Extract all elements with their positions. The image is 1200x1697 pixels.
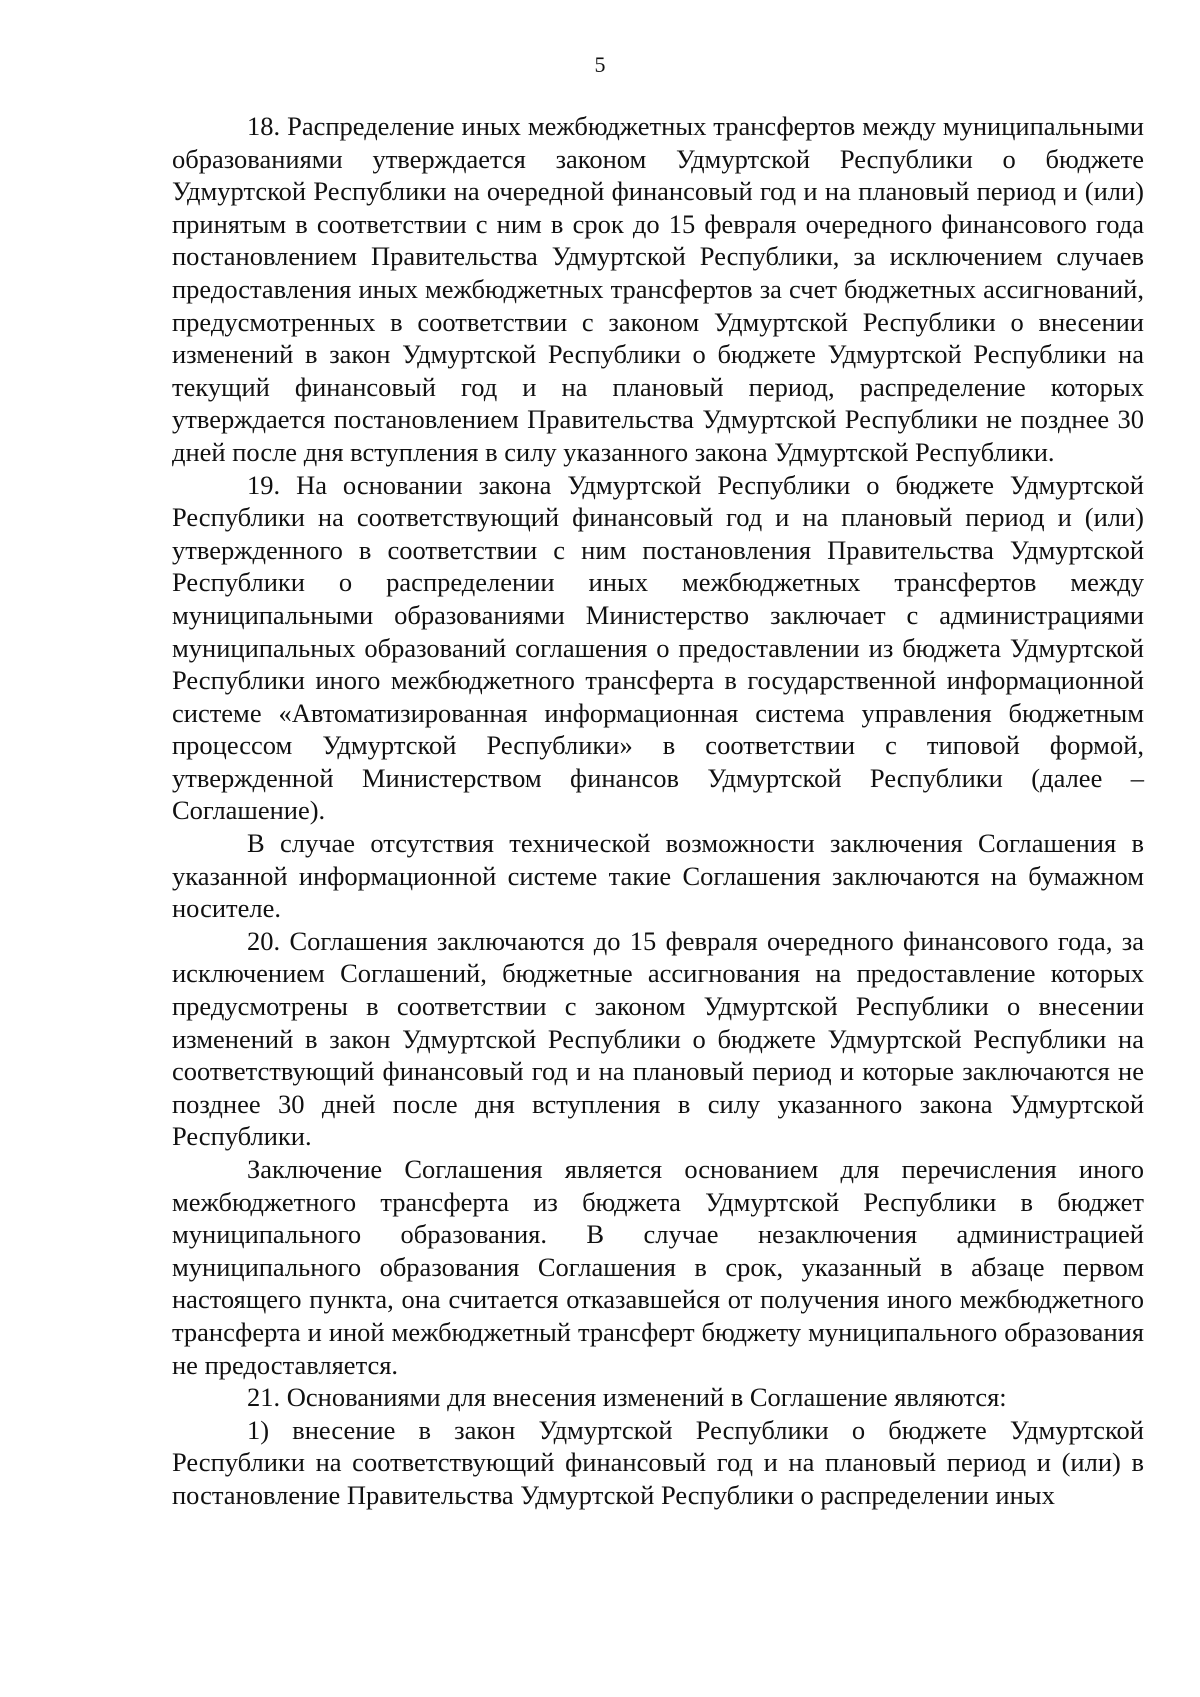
paragraph-21-item-1: 1) внесение в закон Удмуртской Республики о бюджете Удмуртской Республики на соответствующий финансовый год и на плановый период и (или) в постановление Правительства Удмуртской Республики о распределении иных — [172, 1414, 1144, 1510]
paragraph-20: 20. Соглашения заключаются до 15 февраля очередного финансового года, за исключением Соглашений, бюджетные ассигнования на предоставление которых предусмотрены в соответствии с законом Удмуртской Республики о внесении изменений в закон Удмуртской Республики о бюджете Удмуртской Республики на соответствующий финансовый год и на плановый период и которые заключаются не позднее 30 дней после дня вступления в силу указанного закона Удмуртской Республики. — [172, 925, 1144, 1152]
page-number: 5 — [594, 52, 606, 77]
paragraph-18: 18. Распределение иных межбюджетных трансфертов между муниципальными образованиями утверждается законом Удмуртской Республики о бюджете Удмуртской Республики на очередной финансовый год и на плановый период и (или) принятым в соответствии с ним в срок до 15 февраля очередного финансового года постановлением Правительства Удмуртской Республики, за исключением случаев предоставления иных межбюджетных трансфертов за счет бюджетных ассигнований, предусмотренных в соответствии с законом Удмуртской Республики о внесении изменений в закон Удмуртской Республики о бюджете Удмуртской Республики на текущий финансовый год и на плановый период, распределение которых утверждается постановлением Правительства Удмуртской Республики не позднее 30 дней после дня вступления в силу указанного закона Удмуртской Республики. — [172, 111, 1144, 467]
paragraph-19: 19. На основании закона Удмуртской Республики о бюджете Удмуртской Республики на соответствующий финансовый год и на плановый период и (или) утвержденного в соответствии с ним постановления Правительства Удмуртской Республики о распределении иных межбюджетных трансфертов между муниципальными образованиями Министерство заключает с администрациями муниципальных образований соглашения о предоставлении из бюджета Удмуртской Республики иного межбюджетного трансферта в государственной информационной системе «Автоматизированная информационная система управления бюджетным процессом Удмуртской Республики» в соответствии с типовой формой, утвержденной Министерством финансов Удмуртской Республики (далее – Соглашение). — [172, 469, 1144, 826]
document-body — [172, 110, 1144, 1512]
paragraph-19-paper-agreement: В случае отсутствия технической возможности заключения Соглашения в указанной информационной системе такие Соглашения заключаются на бумажном носителе. — [172, 828, 1144, 924]
paragraph-20-conclusion: Заключение Соглашения является основанием для перечисления иного межбюджетного трансферта из бюджета Удмуртской Республики в бюджет муниципального образования. В случае незаключения администрацией муниципального образования Соглашения в срок, указанный в абзаце первом настоящего пункта, она считается отказавшейся от получения иного межбюджетного трансферта и иной межбюджетный трансферт бюджету муниципального образования не предоставляется. — [172, 1154, 1144, 1380]
paragraph-21: 21. Основаниями для внесения изменений в Соглашение являются: — [247, 1382, 1007, 1413]
